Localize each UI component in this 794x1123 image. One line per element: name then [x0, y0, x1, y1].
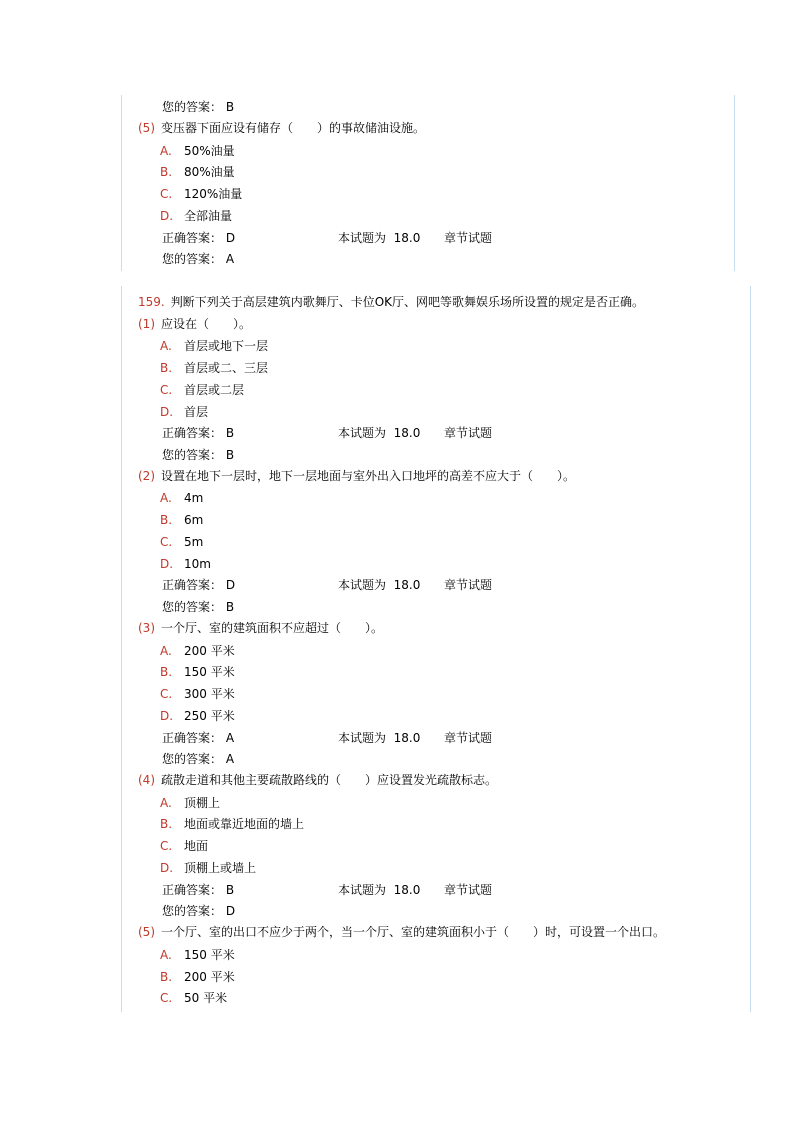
option-b: B. 150 平米: [160, 665, 235, 679]
your-answer-row: 您的答案： A: [162, 752, 235, 766]
correct-answer-row: 正确答案： D 本试题为 18.0 章节试题: [162, 231, 493, 245]
subquestion-1: (1) 应设在（ ）。: [138, 317, 252, 331]
option-d: D. 首层: [160, 405, 209, 419]
subquestion-5: (5) 一个厅、室的出口不应少于两个，当一个厅、室的建筑面积小于（ ）时，可设置一个出口。: [138, 925, 666, 939]
option-c: C. 5m: [160, 535, 204, 549]
question-5: [138, 120, 425, 136]
option-a: A. 150 平米: [160, 948, 235, 962]
option-b: B. 首层或二、三层: [160, 361, 269, 375]
your-answer-row: 您的答案： D: [162, 904, 236, 918]
option-d: D. 250 平米: [160, 709, 235, 723]
option-c: C. 地面: [160, 839, 209, 853]
correct-answer-row: 正确答案： B 本试题为 18.0 章节试题: [162, 426, 493, 440]
score: 本试题为 18.0: [338, 231, 421, 245]
option-a: A. 顶棚上: [160, 796, 221, 810]
option-c: C. 50 平米: [160, 991, 228, 1005]
question-block-159: [121, 286, 751, 1012]
option-b: B. 200 平米: [160, 970, 235, 984]
option-a: A. 首层或地下一层: [160, 339, 269, 353]
question-number: (5): [138, 121, 155, 135]
prev-your-answer: 您的答案： B: [162, 100, 235, 114]
option-d: D. 10m: [160, 557, 211, 571]
option-a: A. 200 平米: [160, 644, 235, 658]
correct-answer-row: 正确答案： A 本试题为 18.0 章节试题: [162, 731, 493, 745]
option-c: C. 120%油量: [160, 187, 243, 201]
question-block-158: [121, 95, 735, 271]
your-answer-row: 您的答案： B: [162, 600, 235, 614]
option-a: A. 4m: [160, 491, 204, 505]
score: 本试题为 18.0: [338, 731, 421, 745]
option-b: B. 地面或靠近地面的墙上: [160, 817, 305, 831]
your-answer-row: 您的答案： B: [162, 448, 235, 462]
option-d: D. 顶棚上或墙上: [160, 861, 257, 875]
subquestion-4: (4) 疏散走道和其他主要疏散路线的（ ）应设置发光疏散标志。: [138, 773, 498, 787]
option-b: B. 6m: [160, 513, 204, 527]
question-type: 章节试题: [444, 231, 493, 245]
question-type: 章节试题: [444, 731, 493, 745]
question-type: 章节试题: [444, 426, 493, 440]
correct-answer-row: 正确答案： B 本试题为 18.0 章节试题: [162, 883, 493, 897]
option-c: C. 首层或二层: [160, 383, 245, 397]
score: 本试题为 18.0: [338, 426, 421, 440]
question-title: 159. 判断下列关于高层建筑内歌舞厅、卡位OK厅、网吧等歌舞娱乐场所设置的规定是否正确。: [138, 295, 645, 309]
subquestion-2: (2) 设置在地下一层时，地下一层地面与室外出入口地坪的高差不应大于（ ）。: [138, 469, 576, 483]
score: 本试题为 18.0: [338, 578, 421, 592]
your-answer-row: 您的答案： A: [162, 252, 235, 266]
score: 本试题为 18.0: [338, 883, 421, 897]
option-c: C. 300 平米: [160, 687, 235, 701]
option-b: B. 80%油量: [160, 165, 235, 179]
question-type: 章节试题: [444, 578, 493, 592]
question-title-number: 159.: [138, 295, 165, 309]
correct-answer-row: 正确答案： D 本试题为 18.0 章节试题: [162, 578, 493, 592]
option-d: D. 全部油量: [160, 209, 233, 223]
question-text: 变压器下面应设有储存（ ）的事故储油设施。: [161, 121, 426, 135]
question-type: 章节试题: [444, 883, 493, 897]
subquestion-3: (3) 一个厅、室的建筑面积不应超过（ ）。: [138, 621, 384, 635]
option-a: A. 50%油量: [160, 144, 235, 158]
